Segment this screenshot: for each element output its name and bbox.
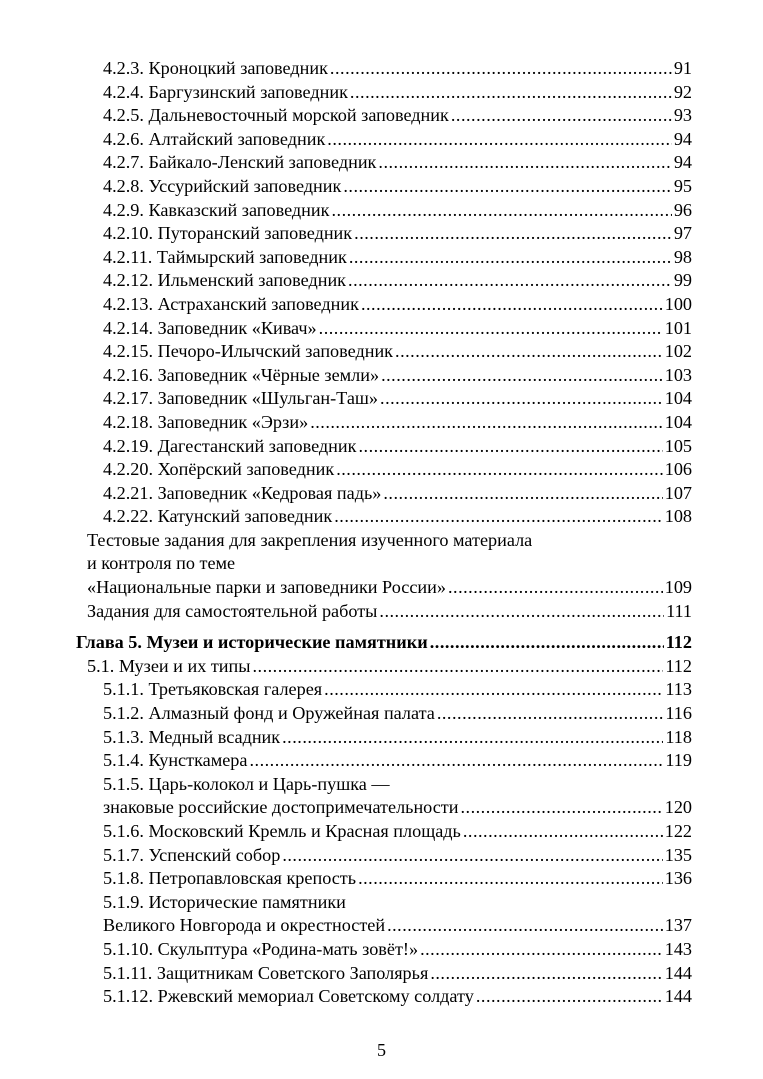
toc-entry-title: 5.1. Музеи и их типы [87,655,251,676]
toc-entry[interactable] [0,796,763,820]
toc-entry[interactable] [0,529,763,553]
toc-entry-title: 5.1.12. Ржевский мемориал Советскому солдату [103,986,474,1007]
page-number: 5 [377,1040,386,1060]
toc-entry[interactable] [0,128,763,152]
toc-entry-title: 4.2.13. Астраханский заповедник [103,293,359,314]
toc-entry-row [103,844,692,868]
dot-leader [437,702,664,726]
toc-entry[interactable] [0,891,763,915]
toc-entry-title: 4.2.3. Кроноцкий заповедник [103,58,328,78]
toc-entry-title: 4.2.5. Дальневосточный морской заповедник [103,105,449,126]
toc-entry[interactable] [0,340,763,364]
toc-entry-title: 5.1.8. Петропавловская крепость [103,868,357,889]
toc-entry-page: 109 [664,577,692,598]
toc-entry-page: 99 [673,270,692,291]
toc-entry-row [103,985,692,1009]
dot-leader [460,796,662,820]
toc-entry-row [103,435,692,459]
dot-leader [430,962,662,986]
toc-entry-row [103,293,692,317]
toc-entry-row [103,891,692,915]
toc-entry[interactable] [0,600,763,624]
toc-entry[interactable] [0,175,763,199]
toc-entry[interactable] [0,222,763,246]
toc-entry[interactable] [0,435,763,459]
toc-entry-page: 144 [664,986,692,1007]
toc-entry-page: 112 [665,655,692,676]
toc-entry-page: 94 [673,152,692,173]
toc-entry-row [103,482,692,506]
toc-entry-page: 106 [664,459,692,480]
dot-leader [336,458,663,482]
toc-entry-page: 144 [664,962,692,983]
toc-entry-title: 4.2.4. Баргузинский заповедник [103,81,348,102]
toc-entry-page: 120 [664,797,692,818]
toc-entry-page: 94 [673,128,692,149]
toc-entry[interactable] [0,655,763,679]
toc-entry-row [103,726,692,750]
dot-leader [327,128,672,152]
toc-entry-title: 4.2.18. Заповедник «Эрзи» [103,411,309,432]
toc-entry-page: 97 [673,223,692,244]
toc-entry-row [103,820,692,844]
toc-entry[interactable] [0,749,763,773]
toc-entry-page: 104 [664,388,692,409]
toc-entry[interactable] [0,151,763,175]
toc-entry-page: 136 [664,868,692,889]
toc-entry[interactable] [0,552,763,576]
toc-entry-row [103,269,692,293]
toc-entry-title: 4.2.7. Байкало-Ленский заповедник [103,152,377,173]
toc-entry-page: 93 [673,105,692,126]
dot-leader [387,914,663,938]
toc-entry-row [103,914,692,938]
toc-entry-title: 4.2.17. Заповедник «Шульган-Таш» [103,388,379,409]
toc-entry-page: 102 [664,341,692,362]
toc-entry[interactable] [0,702,763,726]
toc-entry-row [76,631,692,655]
toc-entry-title: 5.1.11. Защитникам Советского Заполярья [103,962,429,983]
toc-entry[interactable] [0,505,763,529]
dot-leader [252,655,663,679]
dot-leader [395,340,663,364]
toc-entry-title: 4.2.8. Уссурийский заповедник [103,175,342,196]
toc-entry[interactable] [0,678,763,702]
toc-entry-row [103,749,692,773]
dot-leader [343,175,671,199]
toc-entry-page: 104 [664,411,692,432]
toc-entry-title: и контроля по теме [87,553,236,574]
toc-entry-page: 111 [666,600,692,621]
toc-entry-row [103,199,692,223]
toc-entry[interactable] [0,81,763,105]
toc-entry-row [87,552,692,576]
toc-entry-row [103,104,692,128]
toc-entry-title: 4.2.9. Кавказский заповедник [103,199,330,220]
dot-leader [354,222,672,246]
toc-entry-title: 4.2.16. Заповедник «Чёрные земли» [103,364,380,385]
dot-leader [349,246,672,270]
dot-leader [379,600,664,624]
toc-entry-page: 100 [664,293,692,314]
toc-entry-row [103,773,692,797]
toc-entry-title: 4.2.15. Печоро-Илычский заповедник [103,341,394,362]
toc-entry-title: Задания для самостоятельной работы [87,600,378,621]
dot-leader [249,749,663,773]
toc-entry-title: 5.1.2. Алмазный фонд и Оружейная палата [103,703,435,724]
toc-entry[interactable] [0,985,763,1009]
toc-entry-page: 107 [664,482,692,503]
toc-entry[interactable] [0,820,763,844]
toc-entry-row [103,246,692,270]
toc-entry-title: 4.2.12. Ильменский заповедник [103,270,347,291]
toc-entry-page: 92 [673,81,692,102]
dot-leader [448,576,663,600]
toc-entry-title: 4.2.11. Таймырский заповедник [103,246,347,267]
toc-entry[interactable] [0,458,763,482]
toc-entry-row [103,317,692,341]
dot-leader [420,938,663,962]
toc-entry-page: 143 [664,938,692,959]
toc-entry-title: 4.2.22. Катунский заповедник [103,506,333,527]
dot-leader [350,81,672,105]
toc-entry-row [103,222,692,246]
toc-entry-row [103,796,692,820]
toc-entry-title: Глава 5. Музеи и исторические памятники [76,632,428,653]
toc-entry[interactable] [0,962,763,986]
dot-leader [383,482,662,506]
dot-leader [324,678,663,702]
toc-entry-row [103,678,692,702]
toc-entry-page: 113 [665,679,692,700]
toc-entry-row [103,458,692,482]
toc-entry-page: 119 [665,750,692,771]
toc-entry-title: «Национальные парки и заповедники России» [87,577,446,598]
toc-entry-row [103,128,692,152]
dot-leader [310,411,663,435]
dot-leader [380,387,663,411]
toc-entry-row [103,151,692,175]
toc-entry[interactable] [0,773,763,797]
toc-entry-page: 116 [665,703,692,724]
toc-entry-row [103,57,692,81]
toc-entry-title: 5.1.10. Скульптура «Родина-мать зовёт!» [103,938,419,959]
toc-entry-row [103,364,692,388]
dot-leader [330,57,672,81]
toc-entry-title: 4.2.14. Заповедник «Кивач» [103,317,317,338]
toc-entry[interactable] [0,576,763,600]
toc-entry-row [103,962,692,986]
toc-entry-row [103,340,692,364]
toc-entry-title: 4.2.20. Хопёрский заповедник [103,459,335,480]
toc-entry-page: 96 [673,199,692,220]
toc-entry-page: 118 [665,726,692,747]
toc-entry-title: Тестовые задания для закрепления изученного материала [87,529,533,550]
toc-entry-title: 5.1.5. Царь-колокол и Царь-пушка — [103,773,390,794]
toc-entry[interactable] [0,482,763,506]
dot-leader [476,985,663,1009]
toc-entry-page: 108 [664,506,692,527]
toc-entry[interactable] [0,726,763,750]
toc-entry-row [87,529,692,553]
toc-entry[interactable] [0,104,763,128]
toc-entry[interactable] [0,293,763,317]
toc-entry-page: 103 [664,364,692,385]
dot-leader [331,199,671,223]
toc-entry-title: 4.2.10. Путоранский заповедник [103,223,353,244]
toc-entry-page: 98 [673,246,692,267]
toc-entry[interactable] [0,199,763,223]
toc-entry[interactable] [0,867,763,891]
toc-entry[interactable] [0,387,763,411]
table-of-contents [0,57,763,1009]
toc-entry-row [103,175,692,199]
toc-entry[interactable] [0,269,763,293]
toc-chapter-entry[interactable] [0,631,763,655]
dot-leader [334,505,662,529]
toc-entry-page: 101 [664,317,692,338]
dot-leader [463,820,663,844]
toc-entry[interactable] [0,57,763,81]
toc-entry-title: знаковые российские достопримечательности [103,797,459,818]
toc-entry[interactable] [0,938,763,962]
dot-leader [451,104,672,128]
toc-entry-row [87,655,692,679]
toc-entry-row [87,600,692,624]
toc-entry-page: 95 [673,175,692,196]
dot-leader [378,151,671,175]
toc-entry-title: Великого Новгорода и окрестностей [103,915,386,936]
toc-entry-row [103,387,692,411]
dot-leader [348,269,672,293]
toc-entry-page: 135 [664,844,692,865]
toc-entry-title: 4.2.6. Алтайский заповедник [103,128,326,149]
toc-entry[interactable] [0,844,763,868]
toc-entry-row [103,411,692,435]
dot-leader [361,293,663,317]
toc-entry-title: 4.2.19. Дагестанский заповедник [103,435,357,456]
toc-entry[interactable] [0,364,763,388]
toc-entry-title: 5.1.3. Медный всадник [103,726,281,747]
dot-leader [381,364,663,388]
toc-entry-title: 5.1.9. Исторические памятники [103,891,346,912]
toc-entry-page: 112 [665,632,692,653]
toc-entry-page: 137 [664,915,692,936]
toc-entry-page: 122 [664,821,692,841]
dot-leader [282,844,662,868]
toc-entry[interactable] [0,246,763,270]
toc-entry-row [103,81,692,105]
toc-entry-title: 5.1.6. Московский Кремль и Красная площадь [103,821,461,841]
toc-entry-row [103,938,692,962]
toc-entry-title: 4.2.21. Заповедник «Кедровая падь» [103,482,382,503]
toc-entry-page: 91 [673,58,692,78]
toc-entry-page: 105 [664,435,692,456]
toc-entry-title: 5.1.4. Кунсткамера [103,750,248,771]
dot-leader [358,867,663,891]
chapter-gap [0,623,763,631]
toc-entry[interactable] [0,411,763,435]
toc-entry-title: 5.1.7. Успенский собор [103,844,281,865]
dot-leader [430,631,664,655]
toc-entry[interactable] [0,914,763,938]
dot-leader [282,726,663,750]
toc-entry-row [103,867,692,891]
toc-entry-row [87,576,692,600]
dot-leader [358,435,662,459]
toc-entry[interactable] [0,317,763,341]
toc-entry-row [103,505,692,529]
toc-entry-row [103,702,692,726]
toc-entry-title: 5.1.1. Третьяковская галерея [103,679,323,700]
dot-leader [319,317,663,341]
